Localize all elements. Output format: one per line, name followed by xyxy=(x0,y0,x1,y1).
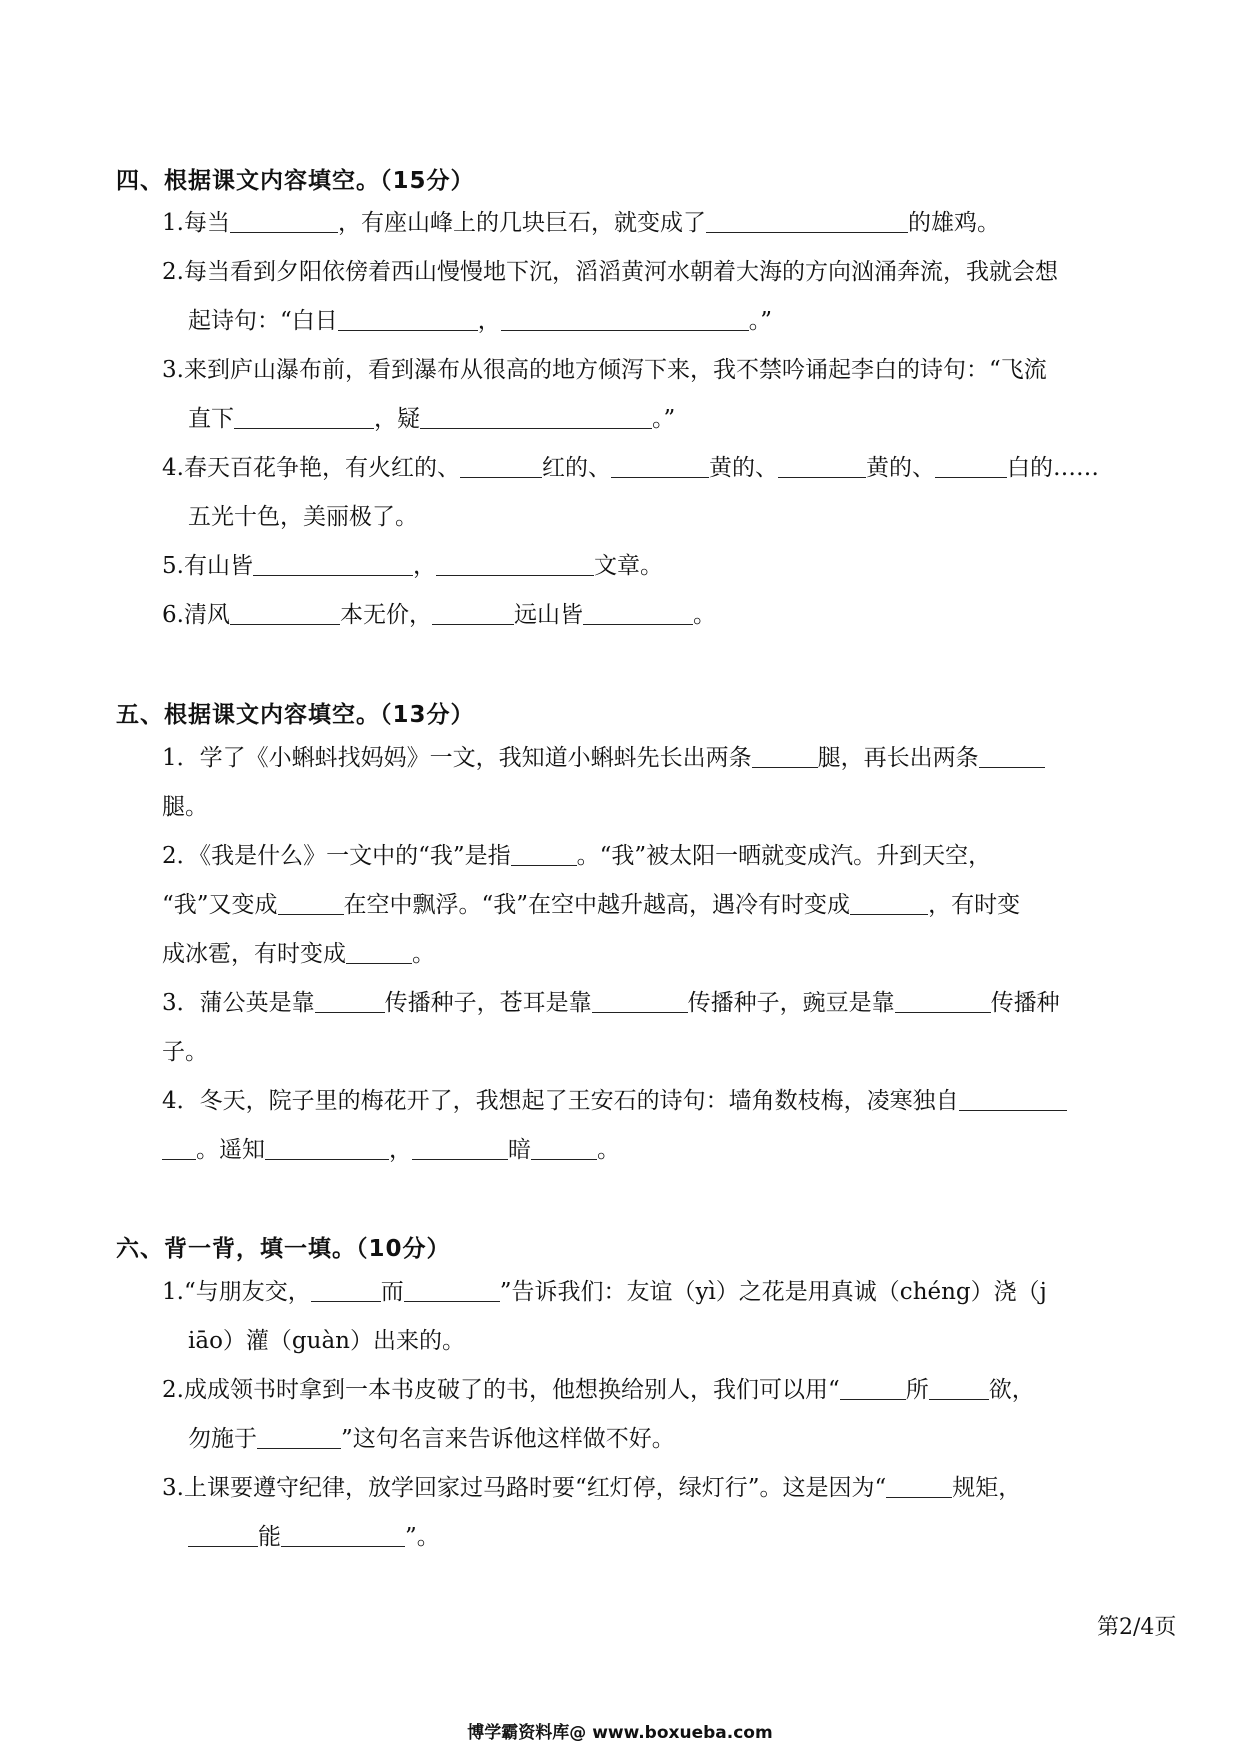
s4-q4-line1 xyxy=(162,444,1099,493)
q-text: ，有座山峰上的几块巨石，就变成了 xyxy=(337,210,706,236)
q-text: 4．冬天，院子里的梅花开了，我想起了王安石的诗句：墙角数枝梅，凌寒独自 xyxy=(162,1088,959,1114)
answer-blank[interactable] xyxy=(531,1137,597,1160)
answer-blank[interactable] xyxy=(230,210,338,233)
answer-blank[interactable] xyxy=(895,990,991,1013)
answer-blank[interactable] xyxy=(979,745,1045,768)
answer-blank[interactable] xyxy=(592,990,688,1013)
q-text: ， xyxy=(477,308,501,334)
q-text: 传播种 xyxy=(990,990,1060,1016)
q-text: 腿，再长出两条 xyxy=(817,745,979,771)
q-text: ”告诉我们：友谊（yì）之花是用真诚（chéng）浇（j xyxy=(499,1279,1047,1305)
q-text: 黄的、 xyxy=(865,455,935,481)
q-text: “我”又变成 xyxy=(162,892,278,918)
answer-blank[interactable] xyxy=(959,1088,1067,1111)
q-text: 红的、 xyxy=(541,455,611,481)
s4-q3-line1 xyxy=(162,346,1047,395)
q-text: 2．《我是什么》一文中的“我”是指 xyxy=(162,843,511,869)
s5-q1-line2 xyxy=(162,783,208,832)
q-text: 的雄鸡。 xyxy=(907,210,1000,236)
answer-blank[interactable] xyxy=(778,455,866,478)
q-text: ”这句名言来告诉他这样做不好。 xyxy=(341,1426,675,1452)
answer-blank[interactable] xyxy=(315,990,385,1013)
answer-blank[interactable] xyxy=(412,1137,508,1160)
q-text: 2.每当看到夕阳依傍着西山慢慢地下沉，滔滔黄河水朝着大海的方向汹涌奔流，我就会想 xyxy=(162,259,1058,285)
q-text: 远山皆 xyxy=(513,602,583,628)
q-text: ， xyxy=(389,1137,412,1163)
answer-blank[interactable] xyxy=(460,455,542,478)
s5-q2-line2 xyxy=(162,881,1020,930)
q-text: 欲， xyxy=(988,1377,1035,1403)
answer-blank[interactable] xyxy=(188,1524,258,1547)
q-text: 五光十色，美丽极了。 xyxy=(188,504,418,530)
q-text: 文章。 xyxy=(593,553,663,579)
q-text: 子。 xyxy=(162,1039,208,1065)
answer-blank[interactable] xyxy=(253,553,413,576)
q-text: ”。 xyxy=(405,1524,440,1550)
answer-blank[interactable] xyxy=(511,843,577,866)
footer-watermark: 博学霸资料库@ www.boxueba.com xyxy=(467,1723,773,1743)
answer-blank[interactable] xyxy=(281,1524,405,1547)
answer-blank[interactable] xyxy=(432,602,514,625)
answer-blank[interactable] xyxy=(257,1426,341,1449)
s5-q3-line1 xyxy=(162,979,1060,1028)
q-text: 直下 xyxy=(188,406,234,432)
s4-q2-line2 xyxy=(188,297,772,346)
section-6-title: 六、背一背，填一填。（10分） xyxy=(116,1236,451,1262)
answer-blank[interactable] xyxy=(929,1377,989,1400)
s5-q4-line2 xyxy=(162,1126,620,1175)
answer-blank[interactable] xyxy=(840,1377,906,1400)
q-text: 。 xyxy=(692,602,716,628)
s5-q2-line1 xyxy=(162,832,991,881)
s6-q3-line1 xyxy=(162,1464,1021,1513)
answer-blank[interactable] xyxy=(346,941,412,964)
answer-blank[interactable] xyxy=(234,406,374,429)
s4-q6 xyxy=(162,591,716,640)
s5-q2-line3 xyxy=(162,930,435,979)
q-text: 1．学了《小蝌蚪找妈妈》一文，我知道小蝌蚪先长出两条 xyxy=(162,745,752,771)
q-text: ，有时变 xyxy=(928,892,1021,918)
s6-q3-line2 xyxy=(188,1513,440,1562)
q-text: 3．蒲公英是靠 xyxy=(162,990,315,1016)
s4-q4-line2 xyxy=(188,493,418,542)
q-text: 。“我”被太阳一晒就变成汽。升到天空， xyxy=(576,843,992,869)
s4-q1 xyxy=(162,199,1000,248)
s4-q2-line1 xyxy=(162,248,1058,297)
q-text: ，疑 xyxy=(374,406,420,432)
q-text: 所 xyxy=(905,1377,929,1403)
s4-q3-line2 xyxy=(188,395,675,444)
q-text: 1.“与朋友交， xyxy=(162,1279,311,1305)
q-text: 传播种子，豌豆是靠 xyxy=(687,990,895,1016)
q-text: 黄的、 xyxy=(708,455,778,481)
q-text: ， xyxy=(412,553,436,579)
q-text: 在空中飘浮。“我”在空中越升越高，遇冷有时变成 xyxy=(343,892,851,918)
q-text: 6.清风 xyxy=(162,602,230,628)
answer-blank[interactable] xyxy=(436,553,594,576)
q-text: 。” xyxy=(748,308,773,334)
answer-blank[interactable] xyxy=(162,1137,196,1160)
answer-blank[interactable] xyxy=(404,1279,500,1302)
answer-blank[interactable] xyxy=(935,455,1007,478)
answer-blank[interactable] xyxy=(501,308,749,331)
section-4-title: 四、根据课文内容填空。（15分） xyxy=(116,168,475,194)
s6-q1-line2 xyxy=(188,1317,465,1366)
q-text: 2.成成领书时拿到一本书皮破了的书，他想换给别人，我们可以用“ xyxy=(162,1377,840,1403)
s5-q4-line1 xyxy=(162,1077,1067,1126)
answer-blank[interactable] xyxy=(583,602,693,625)
q-text: 而 xyxy=(380,1279,404,1305)
q-text: 规矩， xyxy=(952,1475,1022,1501)
q-text: 。” xyxy=(652,406,676,432)
q-text: 。遥知 xyxy=(196,1137,265,1163)
q-text: 起诗句：“白日 xyxy=(188,308,338,334)
s6-q1-line1 xyxy=(162,1268,1047,1317)
q-text: 4.春天百花争艳，有火红的、 xyxy=(162,455,460,481)
s5-q3-line2 xyxy=(162,1028,208,1077)
q-text: 本无价， xyxy=(339,602,432,628)
q-text: 1.每当 xyxy=(162,210,230,236)
page-number: 第2/4页 xyxy=(1097,1615,1177,1640)
s6-q2-line1 xyxy=(162,1366,1035,1415)
q-text: 能 xyxy=(258,1524,281,1550)
answer-blank[interactable] xyxy=(230,602,340,625)
answer-blank[interactable] xyxy=(338,308,478,331)
q-text: iāo）灌（guàn）出来的。 xyxy=(188,1328,465,1354)
q-text: 成冰雹，有时变成 xyxy=(162,941,346,967)
s4-q5 xyxy=(162,542,663,591)
q-text: 传播种子，苍耳是靠 xyxy=(384,990,592,1016)
q-text: 白的…… xyxy=(1006,455,1099,481)
answer-blank[interactable] xyxy=(706,210,908,233)
answer-blank[interactable] xyxy=(850,892,928,915)
q-text: 。 xyxy=(412,941,435,967)
q-text: 勿施于 xyxy=(188,1426,257,1452)
answer-blank[interactable] xyxy=(886,1475,952,1498)
answer-blank[interactable] xyxy=(265,1137,389,1160)
s5-q1-line1 xyxy=(162,734,1045,783)
answer-blank[interactable] xyxy=(420,406,652,429)
q-text: 3.来到庐山瀑布前，看到瀑布从很高的地方倾泻下来，我不禁吟诵起李白的诗句：“飞流 xyxy=(162,357,1047,383)
section-5-title: 五、根据课文内容填空。（13分） xyxy=(116,702,475,728)
q-text: 3.上课要遵守纪律，放学回家过马路时要“红灯停，绿灯行”。这是因为“ xyxy=(162,1475,887,1501)
answer-blank[interactable] xyxy=(311,1279,381,1302)
q-text: 暗 xyxy=(508,1137,531,1163)
answer-blank[interactable] xyxy=(611,455,709,478)
answer-blank[interactable] xyxy=(278,892,344,915)
s6-q2-line2 xyxy=(188,1415,675,1464)
answer-blank[interactable] xyxy=(752,745,818,768)
q-text: 5.有山皆 xyxy=(162,553,253,579)
q-text: 。 xyxy=(597,1137,620,1163)
q-text: 腿。 xyxy=(162,794,208,820)
